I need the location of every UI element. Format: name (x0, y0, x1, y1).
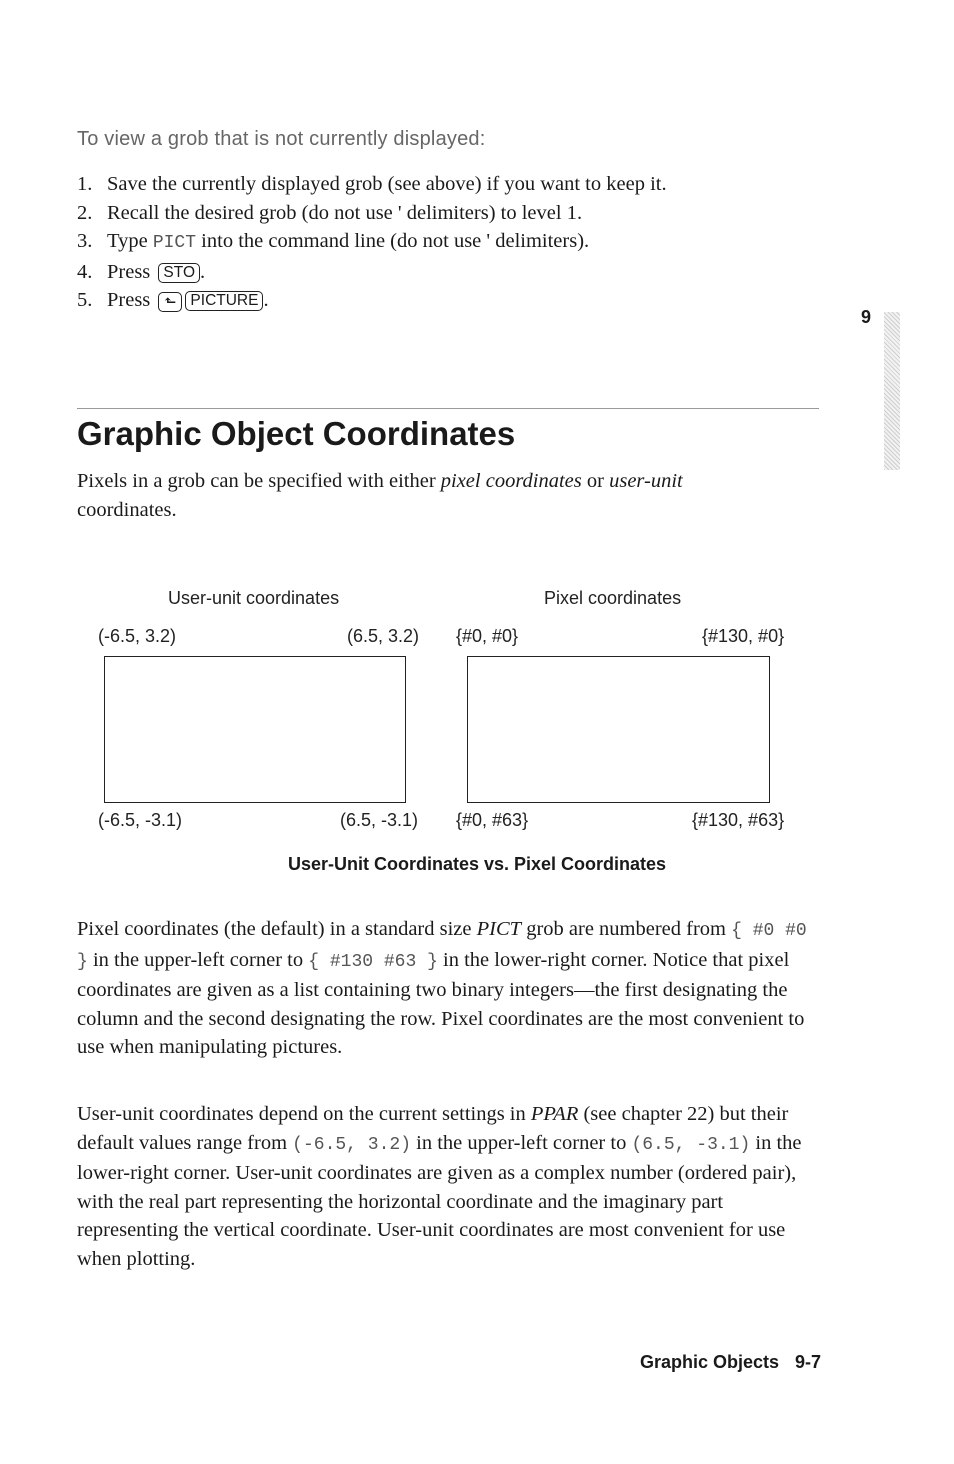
section-title: Graphic Object Coordinates (77, 415, 516, 452)
intro-paragraph: Pixels in a grob can be specified with either pixel coordinates or user-unit coordinates. (77, 470, 683, 521)
step-3: 3. Type PICT into the command line (do not use ' delimiters). (77, 230, 590, 253)
left-shift-key-icon: ⬑ (158, 292, 182, 312)
figure-caption: User-Unit Coordinates vs. Pixel Coordinates (287, 854, 667, 874)
step-2: 2. Recall the desired grob (do not use ' delimiters) to level 1. (77, 201, 583, 224)
pixel-title: Pixel coordinates (544, 588, 682, 608)
pixel-coordinates-paragraph: Pixel coordinates (the default) in a standard size PICT grob are numbered from { #0 #0 } in the upper-left corner to { #130 #63 } in the lower-right corner. Notice that pixel coordinates are given as a list containing two binary integers—the first designating the column and the second designating the row. Pixel coordinates are the most convenient to use when manipulating pictures. (77, 918, 807, 1059)
user-bottom-left-label: (-6.5, -3.1) (98, 810, 183, 830)
pixel-bottom-left-label: {#0, #63} (456, 810, 529, 830)
step-4: 4. Press STO . (77, 260, 206, 283)
pixel-bottom-right-label: {#130, #63} (692, 810, 785, 830)
chapter-tab-number: 9 (861, 307, 872, 327)
procedure-steps (77, 170, 667, 315)
procedure-heading: To view a grob that is not currently displayed: (77, 128, 486, 150)
picture-key: PICTURE (185, 291, 263, 311)
step-1: 1. Save the currently displayed grob (see above) if you want to keep it. (77, 173, 667, 195)
sto-key: STO (158, 263, 200, 283)
user-unit-grob-box (104, 656, 406, 803)
user-top-right-label: (6.5, 3.2) (347, 626, 420, 646)
user-top-left-label: (-6.5, 3.2) (98, 626, 177, 646)
user-unit-title: User-unit coordinates (168, 588, 340, 608)
pict-command: PICT (152, 233, 197, 253)
footer-section-name: Graphic Objects (639, 1352, 779, 1372)
footer-page-number: 9-7 (794, 1352, 821, 1372)
user-bottom-right-label: (6.5, -3.1) (340, 810, 419, 830)
user-unit-paragraph: User-unit coordinates depend on the current settings in PPAR (see chapter 22) but their default values range from (-6.5, 3.2) in the upper-left corner to (6.5, -3.1) in the lower-right corner. User-unit coordinates are given as a complex number (ordered pair), with the real part representing the horizontal coordinate and the imaginary part representing the vertical coordinate. User-unit coordinates are most convenient for use when plotting. (77, 1103, 802, 1270)
step-5: 5. Press ⬑ PICTURE . (77, 289, 269, 311)
pixel-grob-box (467, 656, 770, 803)
pixel-top-right-label: {#130, #0} (702, 626, 785, 646)
section-rule (77, 408, 819, 409)
chapter-thumb-tab (884, 312, 900, 470)
page-footer (640, 1352, 821, 1373)
pixel-top-left-label: {#0, #0} (456, 626, 519, 646)
